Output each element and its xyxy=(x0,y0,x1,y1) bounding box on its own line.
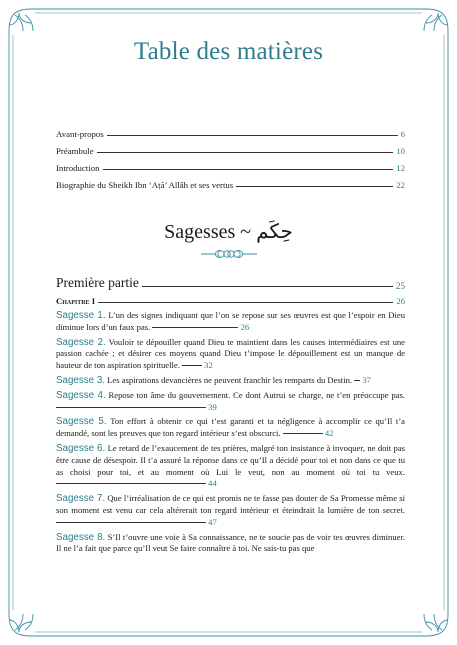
sagesse-entry[interactable] xyxy=(56,532,405,556)
sagesse-text: S’Il t’ouvre une voie à Sa connaissance, ne te soucie pas de voir tes œuvres diminuer. Il ne l’a fait que parce qu’Il veut Se faire connaître à toi. Ne sais-tu pas que xyxy=(56,531,405,554)
toc-row-introduction[interactable] xyxy=(56,156,405,173)
chapter-page-number: 26 xyxy=(396,296,405,306)
part-page-number: 25 xyxy=(396,281,405,291)
sagesse-page-number: 26 xyxy=(240,321,250,332)
sagesse-text: L’un des signes indiquant que l’on se repose sur ses œuvres est que l’espoir en Dieu diminue lors d’un faux pas. xyxy=(56,310,405,332)
toc-row-preambule[interactable] xyxy=(56,139,405,156)
page-title: Table des matières xyxy=(133,38,324,65)
toc-page-number: 6 xyxy=(400,129,405,139)
dot-leader xyxy=(236,185,393,187)
sagesse-entry[interactable] xyxy=(56,375,405,387)
sagesse-entry[interactable] xyxy=(56,416,405,440)
dot-leader xyxy=(98,302,393,303)
sagesse-text: Le retard de l’exaucement de tes prières, malgré ton insistance à invoquer, ne doit pas être cause de désespoir. Il t’a assuré la réponse dans ce qu’Il a décidé pour toi et non dans ce que tu as choisi pour toi, et au moment où Lui le veut, non au moment où toi tu veux. xyxy=(56,442,406,477)
sagesse-label: Sagesse 7. xyxy=(56,493,106,505)
toc-label: Préambule xyxy=(56,146,94,156)
sagesse-entry[interactable] xyxy=(56,337,405,372)
sagesse-label: Sagesse 5. xyxy=(56,416,107,428)
sagesse-text: Ton effort à obtenir ce qui t’est garanti et ta négligence à accomplir ce qu’Il t’a demandé, sont les preuves que ton regard intérieur s’est obscurci. xyxy=(56,416,405,439)
ornament-icon xyxy=(201,247,257,261)
sagesse-page-number: 37 xyxy=(362,374,371,385)
dot-leader xyxy=(56,521,206,523)
part-label: Première partie xyxy=(56,275,139,290)
front-matter-list xyxy=(56,122,405,190)
chapter-heading[interactable] xyxy=(56,296,405,306)
dot-leader xyxy=(97,151,394,153)
sagesse-page-number: 47 xyxy=(208,516,217,527)
sagesse-text: Vouloir te dépouiller quand Dieu te maintient dans les causes intermédiaires est une passion cachée ; et désirer ces moyens quand Dieu t’impose le dépouillement est un manque de hauteur de ton aspiration spirituelle. xyxy=(56,336,405,371)
dot-leader xyxy=(182,364,202,366)
dot-leader xyxy=(56,482,206,484)
dot-leader xyxy=(152,326,238,328)
sagesse-label: Sagesse 6. xyxy=(56,442,106,454)
sagesse-entry[interactable] xyxy=(56,493,405,528)
dot-leader xyxy=(283,432,323,434)
sagesse-page-number: 39 xyxy=(208,401,217,412)
sagesse-text: Les aspirations devancières ne peuvent franchir les remparts du Destin. xyxy=(107,374,353,385)
sagesse-entry[interactable] xyxy=(56,443,405,490)
toc-label: Avant-propos xyxy=(56,129,104,139)
dot-leader xyxy=(354,379,360,381)
sagesse-page-number: 42 xyxy=(324,428,334,439)
sagesse-entry[interactable] xyxy=(56,390,405,414)
toc-label: Introduction xyxy=(56,163,100,173)
dot-leader xyxy=(142,286,393,287)
toc-page-number: 10 xyxy=(396,146,405,156)
sagesse-text: Que l’irréalisation de ce qui est promis ne te fasse pas douter de Sa Promesse même si son moment est venu car cela altérerait ton regard intérieur et éteindrait la lumière de ton secret. xyxy=(56,493,405,515)
section-title: Sagesses ~ حِكَم xyxy=(164,221,293,243)
dot-leader xyxy=(56,406,206,408)
dot-leader xyxy=(107,134,398,136)
sagesse-label: Sagesse 1. xyxy=(56,310,106,321)
toc-page-number: 12 xyxy=(396,163,405,173)
toc-row-avant-propos[interactable] xyxy=(56,122,405,139)
toc-page-number: 22 xyxy=(396,180,405,190)
sagesse-page-number: 44 xyxy=(208,478,217,489)
sagesse-label: Sagesse 4. xyxy=(56,389,106,401)
sagesse-label: Sagesse 3. xyxy=(56,374,106,386)
dot-leader xyxy=(103,168,394,170)
part-heading[interactable] xyxy=(56,275,405,291)
sagesse-list xyxy=(56,310,405,558)
toc-label: Biographie du Sheikh Ibn ‘Aṭā’ Allâh et ses vertus xyxy=(56,180,234,190)
sagesse-text: Repose ton âme du gouvernement. Ce dont Autrui se charge, ne t’en préoccupe pas. xyxy=(108,389,405,400)
sagesse-label: Sagesse 2. xyxy=(56,336,106,348)
sagesse-label: Sagesse 8. xyxy=(56,531,106,543)
toc-row-biographie[interactable] xyxy=(56,173,405,190)
sagesse-entry[interactable] xyxy=(56,310,405,334)
chapter-label: Chapitre I xyxy=(56,296,96,306)
sagesse-page-number: 32 xyxy=(204,360,213,371)
